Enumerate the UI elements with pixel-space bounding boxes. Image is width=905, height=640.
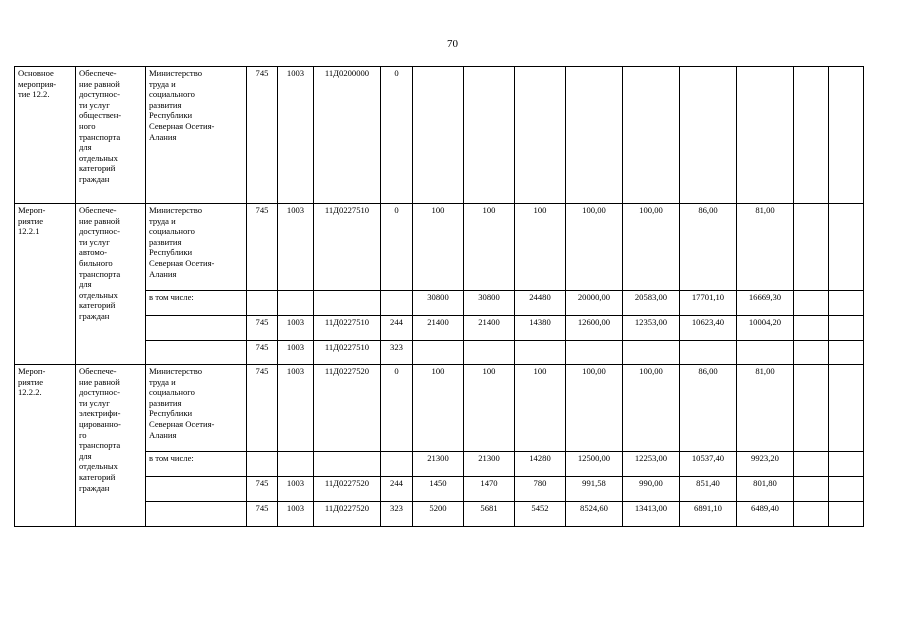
value-cell: 780	[515, 477, 566, 502]
value-cell: 12600,00	[566, 316, 623, 341]
value-cell: 1450	[413, 477, 464, 502]
value-cell	[829, 502, 864, 527]
code-rzpr: 1003	[278, 365, 314, 452]
code-vr	[381, 291, 413, 316]
value-cell: 100,00	[623, 204, 680, 291]
code-grbs: 745	[247, 316, 278, 341]
table-row	[15, 204, 864, 291]
value-cell: 10623,40	[680, 316, 737, 341]
activity-name	[15, 365, 76, 527]
code-vr: 323	[381, 341, 413, 365]
value-cell	[623, 341, 680, 365]
executor-line: Республики	[149, 247, 193, 258]
activity-name-line: Основное	[18, 68, 54, 78]
executor-line: развития	[149, 236, 182, 247]
activity-description-line: доступнос-	[79, 387, 121, 398]
value-cell: 10537,40	[680, 452, 737, 477]
activity-name	[15, 67, 76, 204]
code-csr: 11Д0227510	[314, 204, 381, 291]
activity-description-line: автомо-	[79, 247, 108, 258]
code-rzpr	[278, 291, 314, 316]
executor-line: развития	[149, 397, 182, 408]
executor-line: социального	[149, 387, 195, 398]
value-cell: 86,00	[680, 204, 737, 291]
activity-description-line: отдельных	[79, 152, 118, 163]
value-cell: 100	[464, 204, 515, 291]
activity-description-line: категорий	[79, 300, 116, 311]
activity-description-line: граждан	[79, 310, 110, 321]
table-row	[15, 67, 864, 204]
budget-table	[14, 66, 864, 527]
executor-line: труда и	[149, 78, 176, 89]
value-cell	[515, 67, 566, 204]
activity-name-line: 12.2.1	[18, 226, 40, 237]
code-csr	[314, 291, 381, 316]
code-csr: 11Д0227520	[314, 365, 381, 452]
sub-row-label	[146, 316, 247, 341]
activity-name-line: 12.2.2.	[18, 387, 42, 398]
value-cell	[794, 291, 829, 316]
value-cell	[829, 204, 864, 291]
value-cell: 21400	[413, 316, 464, 341]
value-cell: 21300	[464, 452, 515, 477]
code-csr: 11Д0227520	[314, 477, 381, 502]
value-cell: 21400	[464, 316, 515, 341]
value-cell: 6891,10	[680, 502, 737, 527]
executor-line: развития	[149, 99, 182, 110]
executor-line: Министерство	[149, 366, 202, 376]
activity-description-line: транспорта	[79, 131, 121, 142]
value-cell: 24480	[515, 291, 566, 316]
value-cell: 990,00	[623, 477, 680, 502]
value-cell	[413, 341, 464, 365]
activity-description-line: бильного	[79, 257, 113, 268]
value-cell	[794, 67, 829, 204]
code-grbs: 745	[247, 477, 278, 502]
value-cell	[515, 341, 566, 365]
executor-line: труда и	[149, 376, 176, 387]
activity-description-line: транспорта	[79, 440, 121, 451]
activity-description-line: доступнос-	[79, 226, 121, 237]
value-cell	[794, 452, 829, 477]
activity-name	[15, 204, 76, 365]
table-row	[15, 365, 864, 452]
code-grbs: 745	[247, 204, 278, 291]
value-cell: 6489,40	[737, 502, 794, 527]
executor-line: Северная Осетия-	[149, 120, 215, 131]
value-cell: 100,00	[566, 365, 623, 452]
code-grbs: 745	[247, 341, 278, 365]
code-rzpr	[278, 452, 314, 477]
value-cell	[464, 67, 515, 204]
value-cell: 10004,20	[737, 316, 794, 341]
code-vr: 0	[381, 67, 413, 204]
code-grbs	[247, 291, 278, 316]
executor-line: Алания	[149, 429, 177, 440]
value-cell	[829, 67, 864, 204]
value-cell	[829, 452, 864, 477]
activity-description-line: категорий	[79, 471, 116, 482]
value-cell: 86,00	[680, 365, 737, 452]
activity-description-line: ти услуг	[79, 99, 110, 110]
activity-description-line: го	[79, 429, 87, 440]
value-cell	[829, 365, 864, 452]
value-cell: 30800	[413, 291, 464, 316]
activity-description-line: электрифи-	[79, 408, 121, 419]
activity-description-line: ного	[79, 120, 96, 131]
value-cell: 100,00	[623, 365, 680, 452]
value-cell: 12500,00	[566, 452, 623, 477]
value-cell	[794, 316, 829, 341]
code-csr: 11Д0227510	[314, 316, 381, 341]
value-cell: 12353,00	[623, 316, 680, 341]
activity-name-line: риятие	[18, 215, 44, 226]
activity-description	[76, 67, 146, 204]
code-csr: 11Д0227520	[314, 502, 381, 527]
value-cell	[737, 67, 794, 204]
activity-description-line: для	[79, 279, 92, 290]
sub-row-label	[146, 502, 247, 527]
activity-description	[76, 365, 146, 527]
activity-description-line: ние равной	[79, 376, 120, 387]
executor-line: Алания	[149, 268, 177, 279]
value-cell: 16669,30	[737, 291, 794, 316]
value-cell: 100	[515, 204, 566, 291]
activity-name-line: мероприя-	[18, 78, 57, 89]
activity-description-line: транспорта	[79, 268, 121, 279]
value-cell	[794, 341, 829, 365]
activity-description-line: отдельных	[79, 289, 118, 300]
value-cell	[737, 341, 794, 365]
activity-name-line: Мероп-	[18, 205, 46, 215]
code-rzpr: 1003	[278, 477, 314, 502]
activity-description-line: Обеспече-	[79, 68, 117, 78]
value-cell: 81,00	[737, 365, 794, 452]
value-cell: 81,00	[737, 204, 794, 291]
activity-description-line: Обеспече-	[79, 366, 117, 376]
code-csr	[314, 452, 381, 477]
value-cell: 14380	[515, 316, 566, 341]
executor	[146, 67, 247, 204]
activity-name-line: риятие	[18, 376, 44, 387]
value-cell	[829, 341, 864, 365]
value-cell: 17701,10	[680, 291, 737, 316]
code-vr: 323	[381, 502, 413, 527]
activity-description-line: доступнос-	[79, 89, 121, 100]
value-cell	[680, 341, 737, 365]
code-rzpr: 1003	[278, 316, 314, 341]
activity-description-line: Обеспече-	[79, 205, 117, 215]
executor-line: социального	[149, 226, 195, 237]
executor-line: Министерство	[149, 68, 202, 78]
code-vr: 244	[381, 316, 413, 341]
value-cell: 100	[464, 365, 515, 452]
value-cell: 100	[413, 365, 464, 452]
executor	[146, 204, 247, 291]
value-cell: 13413,00	[623, 502, 680, 527]
code-rzpr: 1003	[278, 204, 314, 291]
value-cell	[623, 67, 680, 204]
sub-row-label: в том числе:	[146, 291, 247, 316]
code-grbs: 745	[247, 365, 278, 452]
code-csr: 11Д0200000	[314, 67, 381, 204]
value-cell	[794, 502, 829, 527]
code-vr	[381, 452, 413, 477]
executor	[146, 365, 247, 452]
value-cell: 20583,00	[623, 291, 680, 316]
code-grbs	[247, 452, 278, 477]
value-cell: 1470	[464, 477, 515, 502]
value-cell: 21300	[413, 452, 464, 477]
activity-description-line: ние равной	[79, 78, 120, 89]
page-number: 70	[447, 38, 458, 50]
value-cell: 5681	[464, 502, 515, 527]
code-csr: 11Д0227510	[314, 341, 381, 365]
code-rzpr: 1003	[278, 67, 314, 204]
executor-line: Республики	[149, 408, 193, 419]
activity-name-line: тие 12.2.	[18, 89, 50, 100]
value-cell: 5452	[515, 502, 566, 527]
executor-line: Алания	[149, 131, 177, 142]
sub-row-label: в том числе:	[146, 452, 247, 477]
value-cell: 801,80	[737, 477, 794, 502]
value-cell	[413, 67, 464, 204]
activity-description-line: ти услуг	[79, 397, 110, 408]
value-cell: 5200	[413, 502, 464, 527]
executor-line: Северная Осетия-	[149, 257, 215, 268]
executor-line: труда и	[149, 215, 176, 226]
value-cell: 100	[515, 365, 566, 452]
activity-description-line: категорий	[79, 163, 116, 174]
executor-line: Республики	[149, 110, 193, 121]
code-vr: 0	[381, 204, 413, 291]
activity-name-line: Мероп-	[18, 366, 46, 376]
value-cell	[566, 341, 623, 365]
value-cell	[680, 67, 737, 204]
value-cell	[829, 477, 864, 502]
value-cell	[829, 316, 864, 341]
value-cell	[794, 365, 829, 452]
activity-description-line: цированно-	[79, 418, 121, 429]
value-cell	[464, 341, 515, 365]
value-cell: 12253,00	[623, 452, 680, 477]
value-cell: 8524,60	[566, 502, 623, 527]
code-rzpr: 1003	[278, 502, 314, 527]
value-cell	[794, 477, 829, 502]
executor-line: социального	[149, 89, 195, 100]
value-cell: 100,00	[566, 204, 623, 291]
value-cell: 100	[413, 204, 464, 291]
code-grbs: 745	[247, 67, 278, 204]
executor-line: Северная Осетия-	[149, 418, 215, 429]
value-cell: 20000,00	[566, 291, 623, 316]
value-cell	[566, 67, 623, 204]
activity-description-line: граждан	[79, 173, 110, 184]
value-cell: 991,58	[566, 477, 623, 502]
activity-description-line: для	[79, 142, 92, 153]
activity-description-line: ти услуг	[79, 236, 110, 247]
code-vr: 244	[381, 477, 413, 502]
code-grbs: 745	[247, 502, 278, 527]
value-cell: 851,40	[680, 477, 737, 502]
activity-description-line: отдельных	[79, 461, 118, 472]
code-rzpr: 1003	[278, 341, 314, 365]
value-cell: 30800	[464, 291, 515, 316]
code-vr: 0	[381, 365, 413, 452]
value-cell: 9923,20	[737, 452, 794, 477]
sub-row-label	[146, 477, 247, 502]
value-cell	[829, 291, 864, 316]
value-cell	[794, 204, 829, 291]
sub-row-label	[146, 341, 247, 365]
activity-description-line: граждан	[79, 482, 110, 493]
activity-description	[76, 204, 146, 365]
activity-description-line: обществен-	[79, 110, 122, 121]
executor-line: Министерство	[149, 205, 202, 215]
value-cell: 14280	[515, 452, 566, 477]
activity-description-line: ние равной	[79, 215, 120, 226]
activity-description-line: для	[79, 450, 92, 461]
